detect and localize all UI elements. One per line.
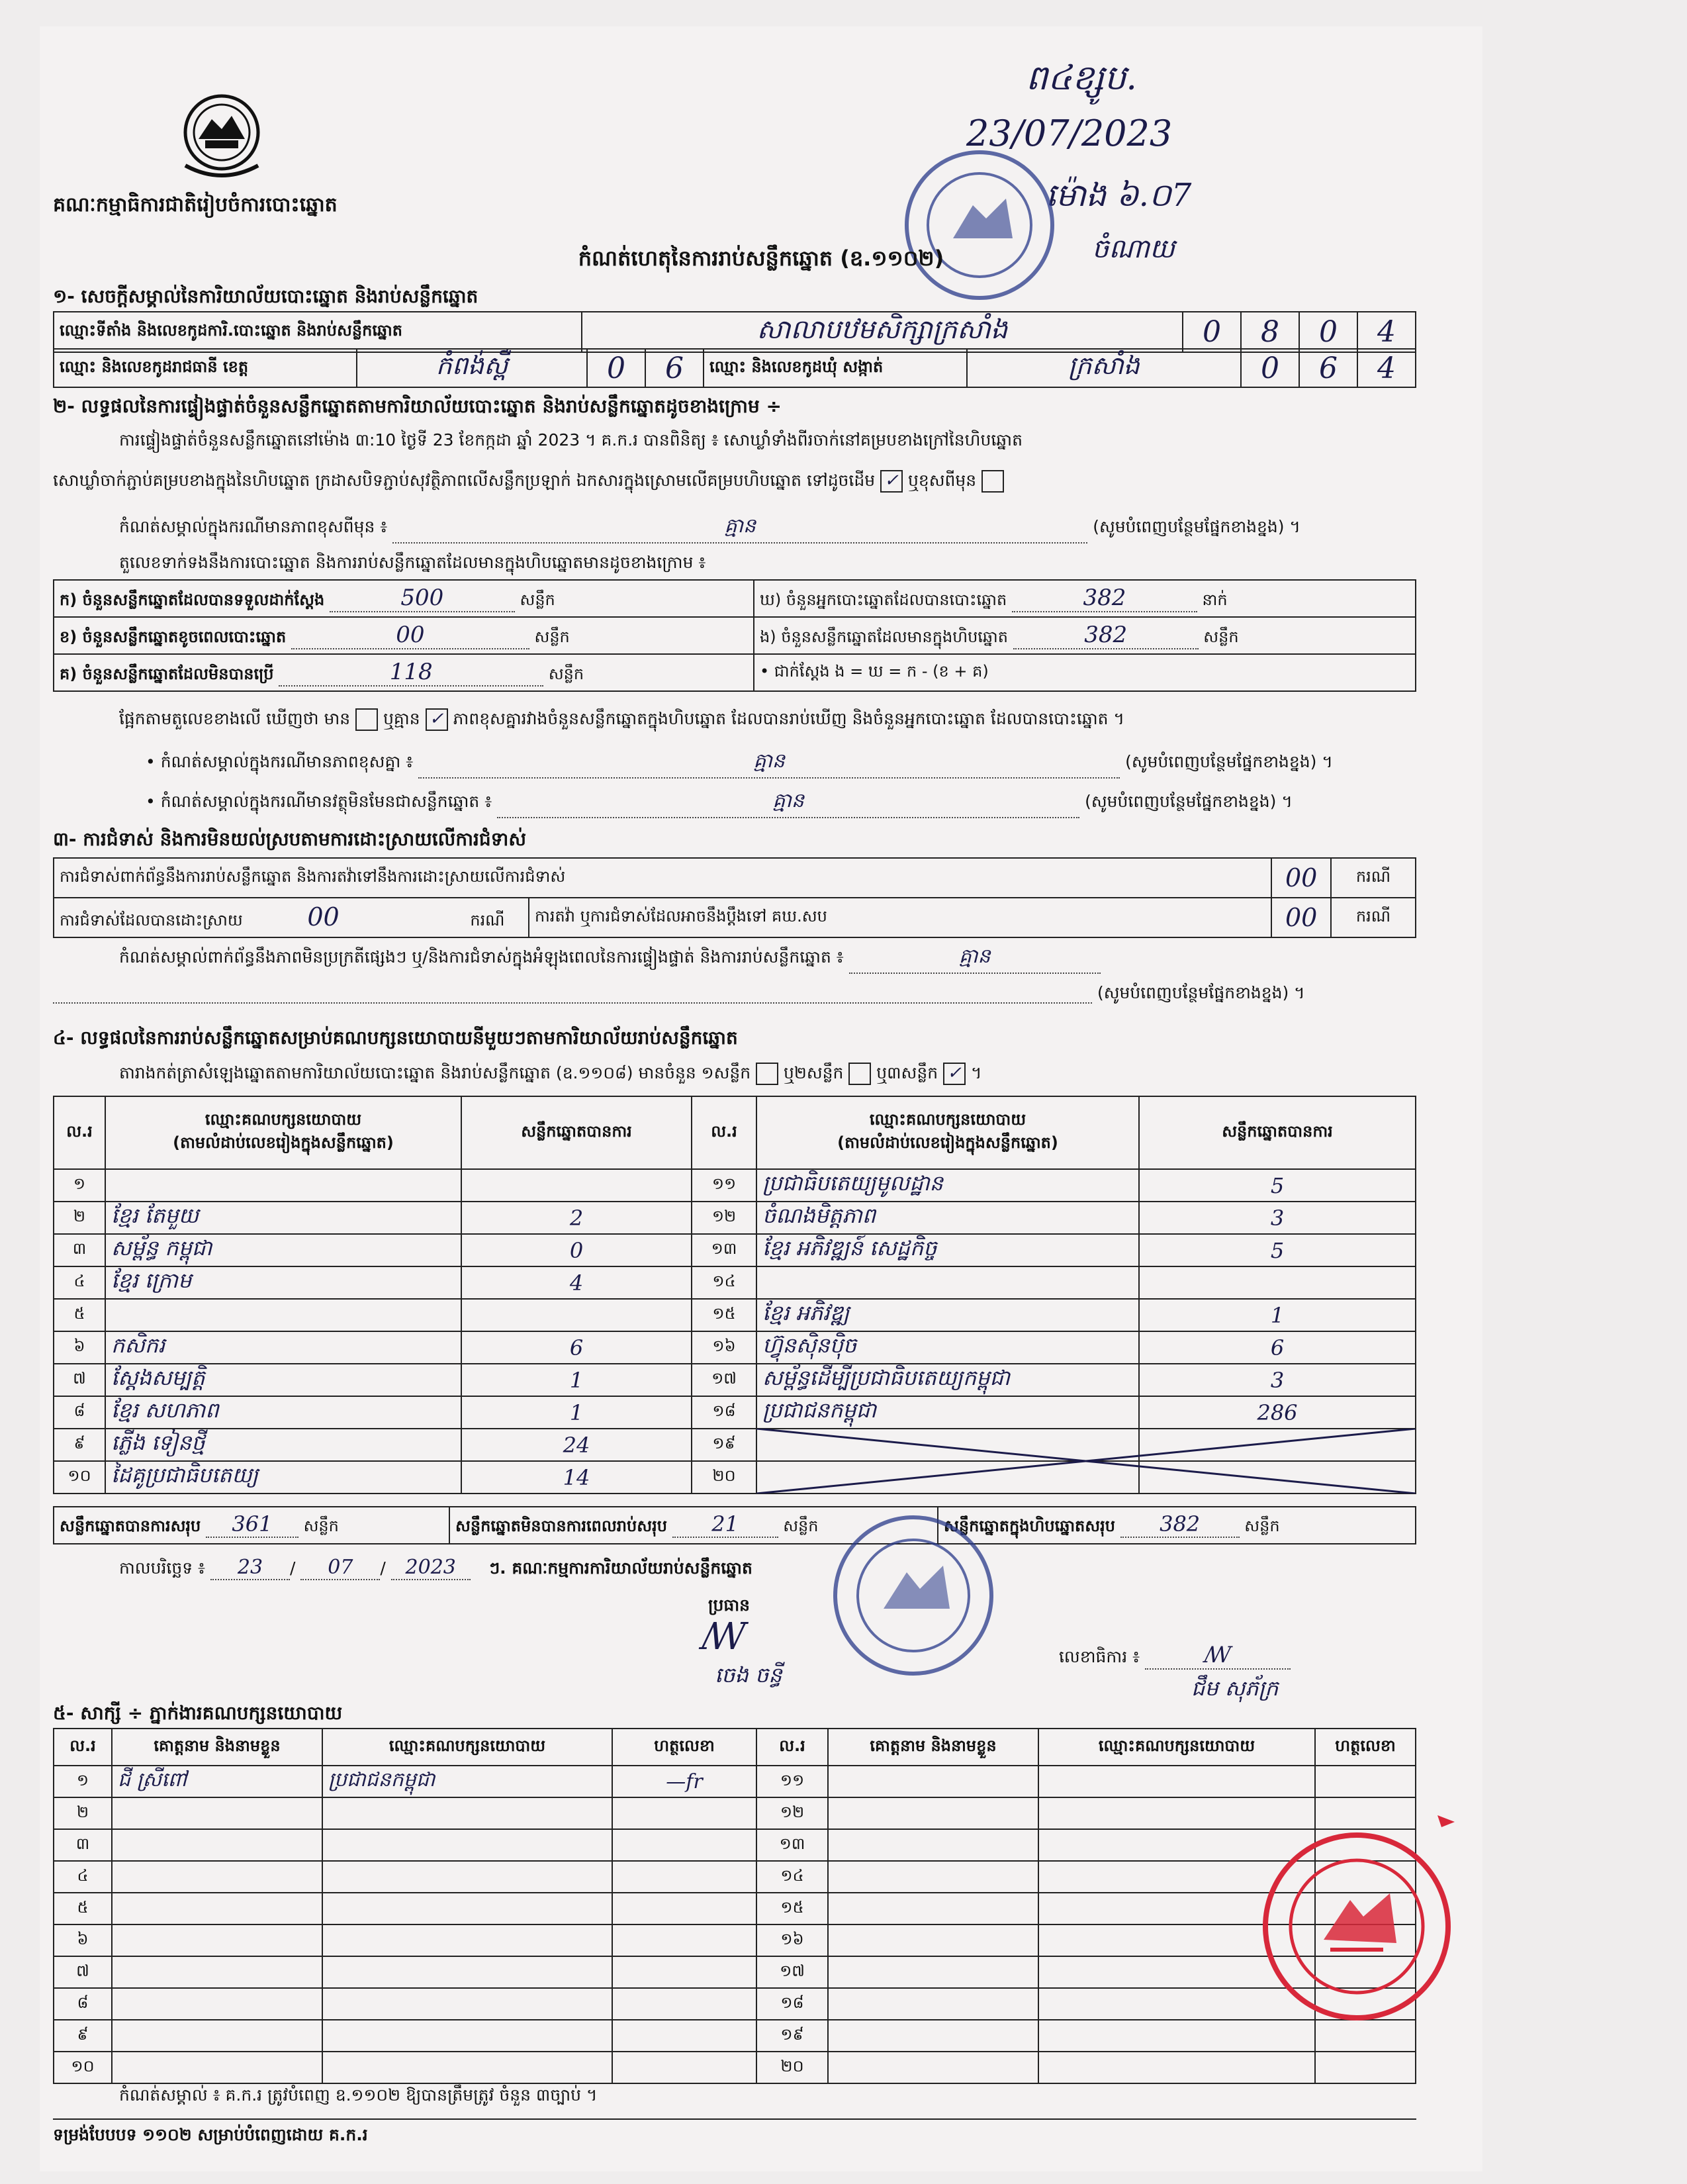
witness-row xyxy=(54,1893,1416,1924)
voters-unit: នាក់ xyxy=(1202,590,1228,609)
section2-heading: ២- លទ្ធផលនៃការផ្ទៀងផ្ទាត់ចំនួនសន្លឹកឆ្នោតតាមការិយាល័យបោះឆ្នោត និងរាប់សន្លឹកឆ្នោតដូចខាងក្រោម ÷ xyxy=(53,395,782,417)
results-votes-right: 6 xyxy=(1139,1331,1416,1364)
witness-party-left xyxy=(322,1861,612,1893)
section2-para2 xyxy=(53,470,1004,495)
results-party-right xyxy=(756,1461,1139,1494)
secretary-label: លេខាធិការ xyxy=(1059,1647,1128,1666)
total-valid-unit: សន្លឹក xyxy=(303,1517,339,1535)
results-no-left: ៣ xyxy=(54,1234,105,1266)
witness-name-left xyxy=(112,1893,322,1924)
results-party-right: ហ៊្វុនស៊ិនប៉ិច xyxy=(756,1331,1139,1364)
no-difference-checkbox[interactable]: ✓ xyxy=(426,708,448,731)
results-no-left: ៥ xyxy=(54,1299,105,1331)
results-votes-right xyxy=(1139,1266,1416,1299)
handnote-date: 23/07/2023 xyxy=(966,113,1173,154)
bullet1-suffix: (សូមបំពេញបន្ថែមផ្នែកខាងខ្នង) ។ xyxy=(1125,752,1333,771)
province-name: កំពង់ស្ពឺ xyxy=(357,349,587,387)
witness-no-right: ១៥ xyxy=(756,1893,828,1924)
commune-name: ក្រសាំង xyxy=(967,349,1241,387)
results-col-party-left-title: ឈ្មោះគណបក្សនយោបាយ xyxy=(205,1110,362,1129)
section3-note-label: កំណត់សម្គាល់ពាក់ព័ន្ធនឹងភាពមិនប្រក្រតីផ្សេងៗ ឬ/និងការជំទាស់ក្នុងអំឡុងពេលនៃការផ្ទៀងផ្ទាត់ និងការរាប់សន្លឹកឆ្នោត ៖ xyxy=(119,947,844,967)
total-box-cell xyxy=(938,1507,1416,1544)
unused-unit: សន្លឹក xyxy=(548,664,584,683)
witness-name-left xyxy=(112,1956,322,1988)
results-no-right: ១៩ xyxy=(692,1429,756,1461)
unused-row xyxy=(54,654,754,691)
spoiled-unit: សន្លឹក xyxy=(534,627,570,646)
section2-para1: ការផ្ទៀងផ្ទាត់ចំនួនសន្លឹកឆ្នោតនៅម៉ោង ៣:10 ថ្ងៃទី 23 ខែកក្កដា ឆ្នាំ 2023 ។ គ.ក.រ បានពិនិត្យ ៖ សោឃ្លាំទាំងពីរចាក់នៅគម្របខាងក្រៅនៃហិបឆ្នោត xyxy=(119,430,1023,450)
date-day: 23 xyxy=(210,1556,290,1580)
handnote-line1: ព៤ខ្សូប. xyxy=(1026,58,1137,98)
witness-name-left xyxy=(112,1924,322,1956)
results-col-party-right-title: ឈ្មោះគណបក្សនយោបាយ xyxy=(869,1110,1026,1129)
results-votes-right: 1 xyxy=(1139,1299,1416,1331)
witness-col-party-right: ឈ្មោះគណបក្សនយោបាយ xyxy=(1038,1729,1315,1766)
results-row xyxy=(54,1396,1416,1429)
province-label: ឈ្មោះ និងលេខកូដរាជធានី ខេត្ត xyxy=(54,349,357,387)
witness-party-left xyxy=(322,1797,612,1829)
results-votes-left xyxy=(461,1299,692,1331)
bullet1-value: គ្មាន xyxy=(418,748,1120,779)
chair-name: ចេង ចន្ធី xyxy=(715,1662,782,1687)
bullet2-suffix: (សូមបំពេញបន្ថែមផ្នែកខាងខ្នង) ។ xyxy=(1085,792,1293,811)
witness-party-right xyxy=(1038,1766,1315,1797)
received-value: 500 xyxy=(330,585,515,612)
witness-sign-right xyxy=(1315,1797,1416,1829)
results-votes-left: 0 xyxy=(461,1234,692,1266)
results-party-left: ខ្មែរ ក្រោម xyxy=(105,1266,461,1299)
witness-sign-left xyxy=(612,1988,756,2020)
results-no-right: ១៧ xyxy=(692,1364,756,1396)
results-party-right: សម្ព័ន្ធដើម្បីប្រជាធិបតេយ្យកម្ពុជា xyxy=(756,1364,1139,1396)
witness-party-left xyxy=(322,1956,612,1988)
section4-sub-text: តារាងកត់ត្រាសំឡេងឆ្នោតតាមការិយាល័យបោះឆ្នោត និងរាប់សន្លឹកឆ្នោត (ឧ.១១០៨) មានចំនួន ១សន្លឹក xyxy=(119,1063,751,1082)
results-table xyxy=(53,1096,1416,1494)
results-party-left xyxy=(105,1169,461,1202)
bullet2-value: គ្មាន xyxy=(497,788,1079,818)
footer-form: ទម្រង់បែបបទ ១១០២ សម្រាប់បំពេញដោយ គ.ក.រ xyxy=(53,2125,368,2144)
section1-heading: ១- សេចក្ដីសម្គាល់នៃការិយាល័យបោះឆ្នោត និងរាប់សន្លឹកឆ្នោត xyxy=(53,285,479,307)
results-col-party-right-sub: (តាមលំដាប់លេខរៀងក្នុងសន្លឹកឆ្នោត) xyxy=(837,1133,1058,1152)
results-no-left: ២ xyxy=(54,1202,105,1234)
section5-heading: ៥- សាក្សី ÷ ភ្នាក់ងារគណបក្សនយោបាយ xyxy=(53,1702,343,1724)
results-no-left: ៦ xyxy=(54,1331,105,1364)
section3-note-line2 xyxy=(53,983,1305,1007)
total-box-unit: សន្លឹក xyxy=(1244,1517,1280,1535)
chair-label: ប្រធាន xyxy=(708,1595,750,1615)
results-no-left: ៨ xyxy=(54,1396,105,1429)
witness-name-left xyxy=(112,1797,322,1829)
results-votes-left xyxy=(461,1169,692,1202)
spoiled-label: ខ) ចំនួនសន្លឹកឆ្នោតខូចពេលបោះឆ្នោត xyxy=(60,627,287,646)
objections-unit: ករណី xyxy=(1331,858,1416,898)
station-name: សាលាបឋមសិក្សាក្រសាំង xyxy=(582,312,1183,352)
results-party-right: ខ្មែរ អភិវឌ្ឍន៍ សេដ្ឋកិច្ច xyxy=(756,1234,1139,1266)
results-party-left: កសិករ xyxy=(105,1331,461,1364)
witness-no-right: ១៦ xyxy=(756,1924,828,1956)
date-month: 07 xyxy=(300,1556,380,1580)
results-row xyxy=(54,1169,1416,1202)
witness-party-left xyxy=(322,2020,612,2052)
results-row xyxy=(54,1202,1416,1234)
section1-table xyxy=(53,311,1416,353)
witness-sign-left xyxy=(612,1893,756,1924)
witness-table xyxy=(53,1728,1416,2084)
results-no-right: ២០ xyxy=(692,1461,756,1494)
results-votes-right xyxy=(1139,1461,1416,1494)
results-no-right: ១៤ xyxy=(692,1266,756,1299)
secretary-signature: ꟿ xyxy=(1145,1642,1291,1670)
results-votes-left: 4 xyxy=(461,1266,692,1299)
section2-note xyxy=(119,513,1300,544)
results-no-right: ១៨ xyxy=(692,1396,756,1429)
results-votes-left: 6 xyxy=(461,1331,692,1364)
section2-intro: តួលេខទាក់ទងនឹងការបោះឆ្នោត និងការរាប់សន្លឹកឆ្នោតដែលមានក្នុងហិបឆ្នោតមានដូចខាងក្រោម ៖ xyxy=(119,553,706,572)
committee-label: ៗ. គណៈកម្មការការិយាល័យរាប់សន្លឹកឆ្នោត xyxy=(488,1558,752,1578)
results-row xyxy=(54,1266,1416,1299)
objections-value: 00 xyxy=(1271,858,1331,898)
red-seal-stamp xyxy=(1257,1827,1456,2026)
results-party-left: ខ្មែរ តែមួយ xyxy=(105,1202,461,1234)
section3-note-suffix: (សូមបំពេញបន្ថែមផ្នែកខាងខ្នង) ។ xyxy=(1097,983,1305,1002)
office-stamp-top xyxy=(900,146,1059,305)
witness-no-left: ១០ xyxy=(54,2052,112,2083)
document-sheet xyxy=(40,26,1482,2171)
results-col-no-right: ល.រ xyxy=(692,1096,756,1169)
section3-heading: ៣- ការជំទាស់ និងការមិនយល់ស្របតាមការដោះស្រាយលើការជំទាស់ xyxy=(53,828,526,850)
has-difference-checkbox[interactable] xyxy=(355,708,378,731)
commune-code-1: 0 xyxy=(1241,349,1299,387)
voters-row xyxy=(754,580,1416,617)
secretary-line: លេខាធិការ ៖ ꟿ xyxy=(1059,1642,1291,1671)
witness-row xyxy=(54,1766,1416,1797)
witness-sign-left xyxy=(612,1829,756,1861)
results-no-right: ១១ xyxy=(692,1169,756,1202)
witness-party-left xyxy=(322,1893,612,1924)
total-invalid-label: សន្លឹកឆ្នោតមិនបានការពេលរាប់សរុប xyxy=(455,1517,667,1535)
witness-no-right: ១១ xyxy=(756,1766,828,1797)
province-code-2: 6 xyxy=(645,349,704,387)
results-party-right: ប្រជាជនកម្ពុជា xyxy=(756,1396,1139,1429)
one-sheet-checkbox[interactable] xyxy=(756,1063,778,1085)
compare-text: ផ្អែកតាមតួលេខខាងលើ ឃើញថា មាន xyxy=(119,709,351,728)
results-row xyxy=(54,1234,1416,1266)
handnote-time: ម៉ោង ៦.០7 xyxy=(1046,177,1192,214)
section2-para2-text: សោឃ្លាំចាក់ភ្ជាប់គម្របខាងក្នុងនៃហិបឆ្នោត ក្រដាសបិទភ្ជាប់សុវត្ថិភាពលើសន្លឹកប្រឡាក់ ឯកសារក្នុងស្រោមលើគម្របហិបឆ្នោត ទៅដូចដើម xyxy=(53,471,876,490)
witness-name-left xyxy=(112,2052,322,2083)
section3-note-blank xyxy=(53,983,1092,1004)
results-row xyxy=(54,1429,1416,1461)
witness-no-left: ២ xyxy=(54,1797,112,1829)
witness-col-name-left: គោត្តនាម និងនាមខ្លួន xyxy=(112,1729,322,1766)
station-code-4: 4 xyxy=(1357,312,1416,352)
results-votes-left: 14 xyxy=(461,1461,692,1494)
results-no-left: ៩ xyxy=(54,1429,105,1461)
results-votes-right: 3 xyxy=(1139,1202,1416,1234)
station-code-3: 0 xyxy=(1299,312,1357,352)
witness-name-right xyxy=(828,1766,1038,1797)
section1-table-row2 xyxy=(53,348,1416,388)
witness-party-right xyxy=(1038,2052,1315,2083)
results-party-left: សម្ព័ន្ធ កម្ពុជា xyxy=(105,1234,461,1266)
results-party-left: ដៃគូប្រជាធិបតេយ្យ xyxy=(105,1461,461,1494)
witness-sign-left xyxy=(612,2020,756,2052)
appeal-label: ការតវ៉ា ឬការជំទាស់ដែលអាចនឹងប្ដឹងទៅ គឃ.សប xyxy=(529,898,1271,937)
commune-label: ឈ្មោះ និងលេខកូដឃុំ សង្កាត់ xyxy=(704,349,967,387)
objections-table xyxy=(53,857,1416,938)
footer-note: កំណត់សម្គាល់ ៖ គ.ក.រ ត្រូវបំពេញ ឧ.១១០២ ឱ្យបានត្រឹមត្រូវ ចំនួន ៣ច្បាប់ ។ xyxy=(119,2085,598,2105)
two-sheet-checkbox[interactable] xyxy=(848,1063,871,1085)
section4-heading: ៤- លទ្ធផលនៃការរាប់សន្លឹកឆ្នោតសម្រាប់គណបក្សនយោបាយនីមួយៗតាមការិយាល័យរាប់សន្លឹកឆ្នោត xyxy=(53,1027,738,1049)
commune-code-2: 6 xyxy=(1299,349,1357,387)
received-row xyxy=(54,580,754,617)
compare-tail: ភាពខុសគ្នារវាងចំនួនសន្លឹកឆ្នោតក្នុងហិបឆ្នោត ដែលបានរាប់ឃើញ និងចំនួនអ្នកបោះឆ្នោត ដែលបានបោះឆ្នោត ។ xyxy=(453,709,1124,728)
witness-party-left xyxy=(322,1924,612,1956)
results-col-no-left: ល.រ xyxy=(54,1096,105,1169)
witness-no-left: ៣ xyxy=(54,1829,112,1861)
received-unit: សន្លឹក xyxy=(520,590,555,609)
results-party-right xyxy=(756,1266,1139,1299)
footer-divider xyxy=(53,2118,1416,2120)
date-line: កាលបរិច្ឆេទ ៖ 23 / 07 / 2023 ៗ. គណៈកម្មការការិយាល័យរាប់សន្លឹកឆ្នោត xyxy=(119,1556,752,1579)
results-party-left: ខ្មែរ សហភាព xyxy=(105,1396,461,1429)
results-party-left xyxy=(105,1299,461,1331)
witness-no-right: ១២ xyxy=(756,1797,828,1829)
three-sheet-checkbox[interactable]: ✓ xyxy=(943,1063,966,1085)
section2-note-value: គ្មាន xyxy=(392,513,1087,544)
witness-no-right: ១៣ xyxy=(756,1829,828,1861)
witness-name-left xyxy=(112,2020,322,2052)
results-no-left: ៤ xyxy=(54,1266,105,1299)
chair-signature: ꟿ xyxy=(702,1615,747,1658)
results-votes-left: 1 xyxy=(461,1364,692,1396)
witness-sign-left xyxy=(612,1861,756,1893)
appeal-value: 00 xyxy=(1271,898,1331,937)
commune-code-3: 4 xyxy=(1357,349,1416,387)
results-party-left: ស្ដែងសម្បត្តិ xyxy=(105,1364,461,1396)
handnote-signature: ចំណាយ xyxy=(1092,234,1175,264)
section3-note xyxy=(119,943,1101,974)
results-party-left: ភ្លើង ទៀនថ្មី xyxy=(105,1429,461,1461)
witness-sign-left xyxy=(612,1797,756,1829)
results-no-right: ១៥ xyxy=(692,1299,756,1331)
date-year: 2023 xyxy=(391,1556,471,1580)
witness-name-right xyxy=(828,1924,1038,1956)
ballot-count-table xyxy=(53,579,1416,692)
results-row xyxy=(54,1331,1416,1364)
different-label: ឬខុសពីមុន xyxy=(908,471,977,490)
witness-row xyxy=(54,1829,1416,1861)
bullet2-label: • កំណត់សម្គាល់ក្នុងករណីមានវត្ថុមិនមែនជាសន្លឹកឆ្នោត ៖ xyxy=(146,792,492,811)
witness-party-left xyxy=(322,2052,612,2083)
results-row xyxy=(54,1299,1416,1331)
results-no-left: ១ xyxy=(54,1169,105,1202)
witness-row xyxy=(54,2020,1416,2052)
witness-name-right xyxy=(828,1861,1038,1893)
resolved-row xyxy=(54,898,529,937)
voters-value: 382 xyxy=(1012,585,1197,612)
unused-label: គ) ចំនួនសន្លឹកឆ្នោតដែលមិនបានប្រើ xyxy=(60,664,274,683)
results-no-right: ១៣ xyxy=(692,1234,756,1266)
witness-no-right: ២០ xyxy=(756,2052,828,2083)
objections-label: ការជំទាស់ពាក់ព័ន្ធនឹងការរាប់សន្លឹកឆ្នោត និងការតវ៉ាទៅនឹងការដោះស្រាយលើការជំទាស់ xyxy=(54,858,1271,898)
witness-row xyxy=(54,1956,1416,1988)
witness-name-left xyxy=(112,1861,322,1893)
section4-opt3: ឬ៣សន្លឹក xyxy=(876,1063,938,1082)
witness-no-right: ១៧ xyxy=(756,1956,828,1988)
form-title: កំណត់ហេតុនៃការរាប់សន្លឹកឆ្នោត (ឧ.១១០២) xyxy=(578,246,944,271)
witness-row xyxy=(54,1924,1416,1956)
results-votes-left: 24 xyxy=(461,1429,692,1461)
spoiled-value: 00 xyxy=(291,622,529,649)
witness-party-left xyxy=(322,1829,612,1861)
total-box-label: សន្លឹកឆ្នោតក្នុងហិបឆ្នោតសរុប xyxy=(944,1517,1115,1535)
witness-name-right xyxy=(828,1893,1038,1924)
results-totals xyxy=(53,1506,1416,1544)
inbox-row xyxy=(754,617,1416,654)
results-party-right xyxy=(756,1429,1139,1461)
red-flag-mark xyxy=(1436,1814,1456,1834)
witness-name-right xyxy=(828,1797,1038,1829)
compare-mid: ឬគ្មាន xyxy=(383,709,420,728)
total-valid-value: 361 xyxy=(206,1511,298,1538)
witness-name-right xyxy=(828,2052,1038,2083)
voters-label: ឃ) ចំនួនអ្នកបោះឆ្នោតដែលបានបោះឆ្នោត xyxy=(760,590,1007,609)
office-stamp-middle xyxy=(827,1509,999,1682)
inbox-label: ង) ចំនួនសន្លឹកឆ្នោតដែលមានក្នុងហិបឆ្នោត xyxy=(760,627,1008,646)
inbox-value: 382 xyxy=(1013,622,1199,649)
results-party-right: ប្រជាធិបតេយ្យមូលដ្ឋាន xyxy=(756,1169,1139,1202)
same-as-before-checkbox[interactable]: ✓ xyxy=(880,470,903,493)
witness-name-right xyxy=(828,2020,1038,2052)
results-no-left: ៧ xyxy=(54,1364,105,1396)
witness-col-no-right: ល.រ xyxy=(756,1729,828,1766)
resolved-unit: ករណី xyxy=(470,910,505,929)
results-votes-right xyxy=(1139,1429,1416,1461)
witness-no-left: ៥ xyxy=(54,1893,112,1924)
section2-note-label: កំណត់សម្គាល់ក្នុងករណីមានភាពខុសពីមុន ៖ xyxy=(119,517,388,536)
bullet1-line xyxy=(146,748,1333,779)
bullet2-line xyxy=(146,788,1293,818)
inbox-unit: សន្លឹក xyxy=(1203,627,1239,646)
witness-no-right: ១៨ xyxy=(756,1988,828,2020)
witness-name-left xyxy=(112,1829,322,1861)
witness-no-left: ១ xyxy=(54,1766,112,1797)
province-code-1: 0 xyxy=(587,349,645,387)
witness-name-right xyxy=(828,1956,1038,1988)
section4-opt2: ឬ២សន្លឹក xyxy=(784,1063,844,1082)
results-no-left: ១០ xyxy=(54,1461,105,1494)
results-votes-right: 5 xyxy=(1139,1234,1416,1266)
org-name: គណៈកម្មាធិការជាតិរៀបចំការបោះឆ្នោត xyxy=(53,193,338,216)
witness-col-sign-left: ហត្ថលេខា xyxy=(612,1729,756,1766)
results-votes-right: 3 xyxy=(1139,1364,1416,1396)
results-votes-right: 5 xyxy=(1139,1169,1416,1202)
witness-row xyxy=(54,2052,1416,2083)
witness-no-left: ៩ xyxy=(54,2020,112,2052)
station-code-1: 0 xyxy=(1183,312,1241,352)
results-no-right: ១៦ xyxy=(692,1331,756,1364)
section2-note-suffix: (សូមបំពេញបន្ថែមផ្នែកខាងខ្នង) ។ xyxy=(1093,517,1300,536)
total-valid-label: សន្លឹកឆ្នោតបានការសរុប xyxy=(60,1517,201,1535)
received-label: ក) ចំនួនសន្លឹកឆ្នោតដែលបានទទួលដាក់ស្ដែង xyxy=(60,590,325,609)
witness-sign-left xyxy=(612,2052,756,2083)
witness-sign-right xyxy=(1315,2052,1416,2083)
witness-col-no-left: ល.រ xyxy=(54,1729,112,1766)
unused-value: 118 xyxy=(279,659,543,687)
witness-name-left xyxy=(112,1988,322,2020)
witness-party-right xyxy=(1038,1797,1315,1829)
total-invalid-unit: សន្លឹក xyxy=(783,1517,819,1535)
results-party-right: ខ្មែរ អភិវឌ្ឍ xyxy=(756,1299,1139,1331)
witness-no-left: ៧ xyxy=(54,1956,112,1988)
witness-name-right xyxy=(828,1829,1038,1861)
station-code-2: 8 xyxy=(1241,312,1299,352)
date-label: កាលបរិច្ឆេទ ៖ xyxy=(119,1558,206,1578)
results-no-right: ១២ xyxy=(692,1202,756,1234)
results-col-votes-right: សន្លឹកឆ្នោតបានការ xyxy=(1139,1096,1416,1169)
secretary-name: ជឹម សុភ័ក្រ xyxy=(1191,1676,1279,1701)
results-col-votes-left: សន្លឹកឆ្នោតបានការ xyxy=(461,1096,692,1169)
witness-no-left: ៤ xyxy=(54,1861,112,1893)
witness-col-name-right: គោត្តនាម និងនាមខ្លួន xyxy=(828,1729,1038,1766)
section4-sub: តារាងកត់ត្រាសំឡេងឆ្នោតតាមការិយាល័យបោះឆ្នោត និងរាប់សន្លឹកឆ្នោត (ឧ.១១០៨) មានចំនួន ១សន្លឹក ឬ២សន្លឹក ឬ៣សន្លឹក ✓ ។ xyxy=(119,1063,981,1087)
witness-name-left: ជី ស្រីពៅ xyxy=(112,1766,322,1797)
witness-row xyxy=(54,1861,1416,1893)
witness-col-sign-right: ហត្ថលេខា xyxy=(1315,1729,1416,1766)
witness-no-right: ១៩ xyxy=(756,2020,828,2052)
bullet1-label: • កំណត់សម្គាល់ក្នុងករណីមានភាពខុសគ្នា ៖ xyxy=(146,752,414,771)
total-valid-cell xyxy=(54,1507,449,1544)
witness-name-right xyxy=(828,1988,1038,2020)
results-col-party-right xyxy=(756,1096,1139,1169)
witness-row xyxy=(54,1797,1416,1829)
section3-note-value: គ្មាន xyxy=(849,943,1101,974)
spoiled-row xyxy=(54,617,754,654)
results-party-right: ចំណងមិត្តភាព xyxy=(756,1202,1139,1234)
witness-no-left: ៨ xyxy=(54,1988,112,2020)
witness-sign-right xyxy=(1315,1766,1416,1797)
total-box-value: 382 xyxy=(1120,1511,1240,1538)
witness-sign-left: —fr xyxy=(612,1766,756,1797)
witness-no-left: ៦ xyxy=(54,1924,112,1956)
station-label: ឈ្មោះទីតាំង និងលេខកូដការិ.បោះឆ្នោត និងរាប់សន្លឹកឆ្នោត xyxy=(54,312,582,352)
results-votes-left: 2 xyxy=(461,1202,692,1234)
compare-line xyxy=(119,708,1124,733)
resolved-label: ការជំទាស់ដែលបានដោះស្រាយ xyxy=(60,910,243,929)
witness-sign-left xyxy=(612,1924,756,1956)
results-col-party-left xyxy=(105,1096,461,1169)
total-invalid-value: 21 xyxy=(672,1511,778,1538)
results-col-party-left-sub: (តាមលំដាប់លេខរៀងក្នុងសន្លឹកឆ្នោត) xyxy=(173,1133,394,1152)
witness-no-right: ១៤ xyxy=(756,1861,828,1893)
witness-party-left xyxy=(322,1988,612,2020)
different-checkbox[interactable] xyxy=(981,470,1004,493)
results-row xyxy=(54,1364,1416,1396)
witness-party-left: ប្រជាជនកម្ពុជា xyxy=(322,1766,612,1797)
results-votes-left: 1 xyxy=(461,1396,692,1429)
appeal-unit: ករណី xyxy=(1331,898,1416,937)
formula-row: • ជាក់ស្ដែង ង = ឃ = ក - (ខ + គ) xyxy=(754,654,1416,691)
results-row xyxy=(54,1461,1416,1494)
resolved-value: 00 xyxy=(307,902,340,931)
witness-sign-left xyxy=(612,1956,756,1988)
witness-col-party-left: ឈ្មោះគណបក្សនយោបាយ xyxy=(322,1729,612,1766)
results-votes-right: 286 xyxy=(1139,1396,1416,1429)
nec-logo xyxy=(172,93,271,185)
witness-row xyxy=(54,1988,1416,2020)
